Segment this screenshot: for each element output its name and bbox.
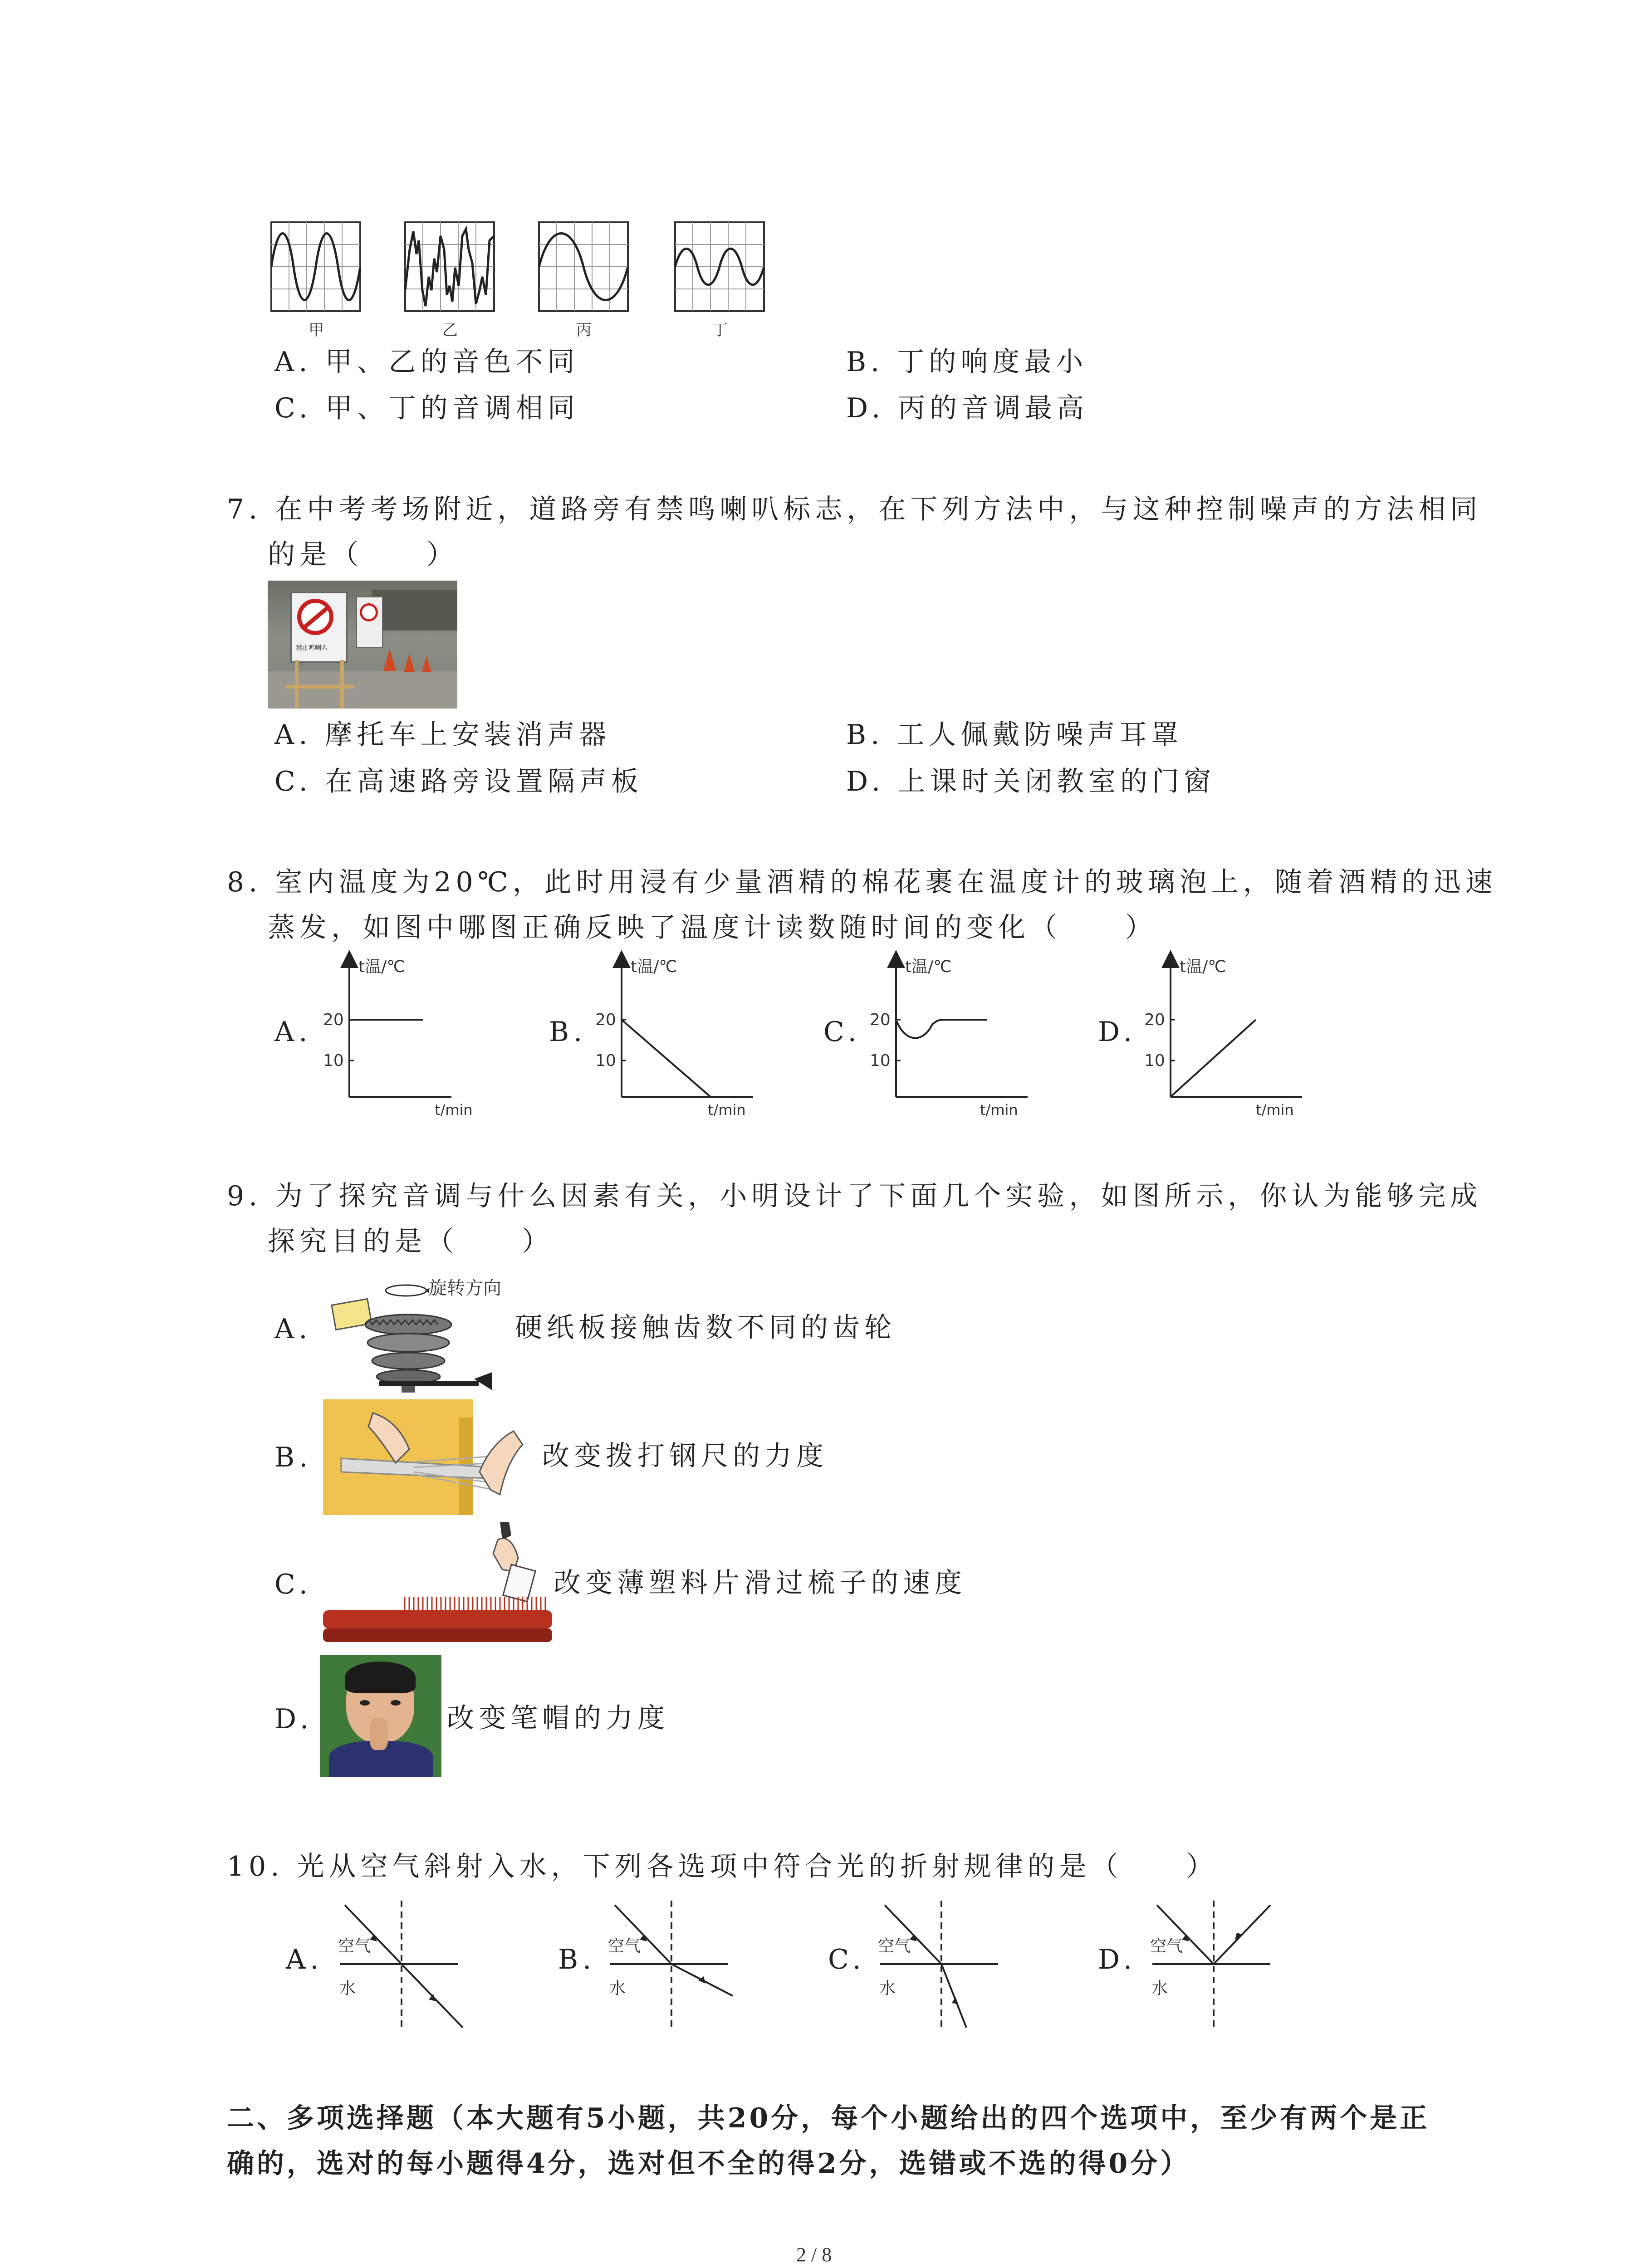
q9-letter-c[interactable]: C. bbox=[274, 1569, 312, 1600]
comb-experiment-illustration bbox=[323, 1522, 559, 1658]
q8-a-xlabel: t/min bbox=[435, 1101, 473, 1119]
q8-letter-b[interactable]: B. bbox=[549, 1016, 587, 1048]
q10-letter-a[interactable]: A. bbox=[286, 1944, 323, 1975]
q10-letter-c[interactable]: C. bbox=[828, 1944, 866, 1975]
q8-b-xlabel: t/min bbox=[708, 1101, 746, 1119]
q8-a-tick-20: 20 bbox=[323, 1011, 344, 1029]
q8-letter-d[interactable]: D. bbox=[1098, 1016, 1137, 1048]
q8-c-tick-10: 10 bbox=[870, 1051, 891, 1070]
q10-a-water: 水 bbox=[339, 1979, 356, 1998]
q8-c-ylabel: t温/℃ bbox=[905, 958, 952, 976]
page-number: 2 / 8 bbox=[796, 2244, 832, 2266]
q10-letter-d[interactable]: D. bbox=[1098, 1944, 1137, 1975]
q9-stem-line1: 9. 为了探究音调与什么因素有关，小明设计了下面几个实验，如图所示，你认为能够完成 bbox=[227, 1180, 1482, 1212]
q10-c-air: 空气 bbox=[878, 1937, 911, 1955]
q7-option-c[interactable]: C. 在高速路旁设置隔声板 bbox=[274, 766, 643, 797]
q10-b-air: 空气 bbox=[608, 1937, 641, 1955]
q10-diagram-c bbox=[871, 1896, 1007, 2032]
q9-letter-b[interactable]: B. bbox=[274, 1442, 313, 1473]
q8-b-tick-10: 10 bbox=[595, 1051, 616, 1070]
q8-d-ylabel: t温/℃ bbox=[1180, 958, 1226, 976]
wave-yi bbox=[405, 222, 494, 311]
ruler-experiment-illustration bbox=[323, 1399, 536, 1526]
q7-option-a[interactable]: A. 摩托车上安装消声器 bbox=[274, 719, 611, 751]
q8-b-tick-20: 20 bbox=[595, 1011, 616, 1029]
q6-option-c[interactable]: C. 甲、丁的音调相同 bbox=[274, 392, 579, 424]
wave-jia bbox=[271, 222, 360, 311]
q9-letter-a[interactable]: A. bbox=[274, 1313, 312, 1345]
q10-diagram-b bbox=[601, 1896, 737, 2032]
q8-b-ylabel: t温/℃ bbox=[631, 958, 677, 976]
q9-option-a-text[interactable]: 硬纸板接触齿数不同的齿轮 bbox=[515, 1312, 896, 1344]
section2-heading-line1: 二、多项选择题（本大题有5小题，共20分，每个小题给出的四个选项中，至少有两个是正 bbox=[227, 2102, 1430, 2134]
q10-a-air: 空气 bbox=[338, 1937, 371, 1955]
rotation-direction-label: 旋转方向 bbox=[429, 1278, 501, 1299]
q8-d-tick-10: 10 bbox=[1144, 1051, 1165, 1070]
q9-option-b-text[interactable]: 改变拨打钢尺的力度 bbox=[542, 1440, 828, 1472]
q7-stem-line2: 的是（ ） bbox=[268, 539, 458, 571]
q10-letter-b[interactable]: B. bbox=[558, 1944, 596, 1975]
section2-heading-line2: 确的，选对的每小题得4分，选对但不全的得2分，选错或不选的得0分） bbox=[227, 2148, 1190, 2180]
q8-stem-line1: 8. 室内温度为20℃，此时用浸有少量酒精的棉花裹在温度计的玻璃泡上，随着酒精的迅速 bbox=[227, 866, 1497, 898]
sign-caption: 禁止鸣喇叭 bbox=[296, 645, 328, 652]
q6-option-b[interactable]: B. 丁的响度最小 bbox=[846, 346, 1088, 378]
q8-a-tick-10: 10 bbox=[323, 1051, 344, 1070]
wave-bing bbox=[539, 222, 628, 311]
q9-option-d-text[interactable]: 改变笔帽的力度 bbox=[447, 1702, 669, 1734]
q8-a-ylabel: t温/℃ bbox=[358, 958, 405, 976]
no-honking-photo bbox=[268, 581, 457, 709]
wave-label-yi: 乙 bbox=[442, 321, 458, 339]
q7-option-b[interactable]: B. 工人佩戴防噪声耳罩 bbox=[846, 719, 1183, 751]
q9-letter-d[interactable]: D. bbox=[274, 1703, 314, 1735]
q10-c-water: 水 bbox=[879, 1979, 896, 1998]
q7-option-d[interactable]: D. 上课时关闭教室的门窗 bbox=[846, 766, 1216, 797]
q8-letter-a[interactable]: A. bbox=[274, 1016, 312, 1048]
wave-label-jia: 甲 bbox=[309, 321, 324, 339]
q6-option-d[interactable]: D. 丙的音调最高 bbox=[846, 392, 1089, 424]
q8-stem-line2: 蒸发，如图中哪图正确反映了温度计读数随时间的变化（ ） bbox=[268, 912, 1157, 943]
q10-b-water: 水 bbox=[609, 1979, 626, 1998]
q10-d-water: 水 bbox=[1151, 1979, 1168, 1998]
q6-option-a[interactable]: A. 甲、乙的音色不同 bbox=[274, 346, 579, 378]
q8-c-xlabel: t/min bbox=[980, 1101, 1018, 1119]
q9-option-c-text[interactable]: 改变薄塑料片滑过梳子的速度 bbox=[554, 1567, 966, 1599]
q8-d-tick-20: 20 bbox=[1144, 1011, 1165, 1029]
q9-stem-line2: 探究目的是（ ） bbox=[268, 1226, 554, 1257]
q10-stem: 10. 光从空气斜射入水，下列各选项中符合光的折射规律的是（ ） bbox=[227, 1851, 1218, 1882]
q7-stem-line1: 7. 在中考考场附近，道路旁有禁鸣喇叭标志，在下列方法中，与这种控制噪声的方法相同 bbox=[227, 494, 1482, 525]
wave-label-bing: 丙 bbox=[576, 321, 592, 339]
q8-d-xlabel: t/min bbox=[1256, 1101, 1294, 1119]
wave-ding bbox=[675, 222, 764, 311]
q10-d-air: 空气 bbox=[1150, 1937, 1183, 1955]
boy-whistling-photo bbox=[320, 1655, 441, 1777]
q10-diagram-a bbox=[331, 1896, 467, 2032]
wave-label-ding: 丁 bbox=[712, 321, 728, 339]
q8-c-tick-20: 20 bbox=[870, 1011, 891, 1029]
q8-letter-c[interactable]: C. bbox=[823, 1016, 861, 1048]
q10-diagram-d bbox=[1143, 1896, 1279, 2032]
